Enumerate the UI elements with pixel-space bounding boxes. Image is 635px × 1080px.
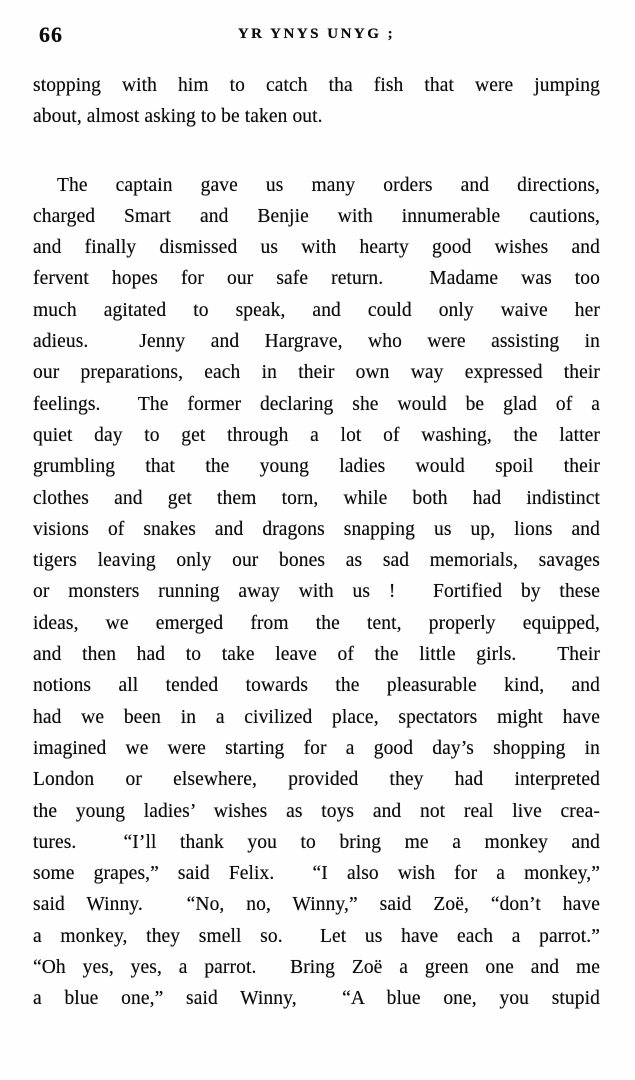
text-line: much agitated to speak, and could only waive her — [33, 299, 600, 321]
text-block — [33, 70, 600, 1015]
text-line: visions of snakes and dragons snapping us up, lions and — [33, 518, 600, 540]
text-line: a blue one,” said Winny, “A blue one, you stupid — [33, 988, 600, 1010]
text-line: imagined we were starting for a good day’s shopping in — [33, 737, 600, 759]
text-line: the young ladies’ wishes as toys and not real live crea- — [33, 800, 600, 822]
text-line: charged Smart and Benjie with innumerable cautions, — [33, 205, 600, 227]
text-line: ideas, we emerged from the tent, properly equipped, — [33, 612, 600, 634]
text-line: had we been in a civilized place, spectators might have — [33, 706, 600, 728]
text-line: tigers leaving only our bones as sad memorials, savages — [33, 550, 600, 572]
text-line: or monsters running away with us ! Fortified by these — [33, 581, 600, 603]
text-line: some grapes,” said Felix. “I also wish for a monkey,” — [33, 863, 600, 885]
page-number: 66 — [39, 22, 63, 47]
text-line: and then had to take leave of the little girls. Their — [33, 644, 600, 666]
text-line: adieus. Jenny and Hargrave, who were assisting in — [33, 331, 600, 353]
text-line: said Winny. “No, no, Winny,” said Zoë, “don’t have — [33, 894, 600, 916]
text-line: London or elsewhere, provided they had interpreted — [33, 769, 600, 791]
text-line: our preparations, each in their own way expressed their — [33, 362, 600, 384]
text-line: and finally dismissed us with hearty good wishes and — [33, 237, 600, 259]
paragraph — [33, 170, 600, 1015]
text-line: fervent hopes for our safe return. Madame was too — [33, 268, 600, 290]
text-line: about, almost asking to be taken out. — [33, 106, 323, 128]
text-line: stopping with him to catch tha fish that were jumping — [33, 75, 600, 96]
text-line: a monkey, they smell so. Let us have each a parrot.” — [33, 925, 600, 947]
text-line: clothes and get them torn, while both had indistinct — [33, 487, 600, 509]
text-line: notions all tended towards the pleasurable kind, and — [33, 675, 600, 697]
text-line: The captain gave us many orders and directions, — [57, 174, 600, 196]
page-header — [33, 22, 600, 50]
text-line: “Oh yes, yes, a parrot. Bring Zoë a green one and me — [33, 957, 600, 979]
running-header: YR YNYS UNYG ; — [237, 26, 396, 42]
text-line: grumbling that the young ladies would spoil their — [33, 456, 600, 478]
paragraph — [33, 70, 600, 133]
text-line: quiet day to get through a lot of washing, the latter — [33, 424, 600, 446]
text-line: feelings. The former declaring she would be glad of a — [33, 393, 600, 415]
text-line: tures. “I’ll thank you to bring me a monkey and — [33, 831, 600, 853]
